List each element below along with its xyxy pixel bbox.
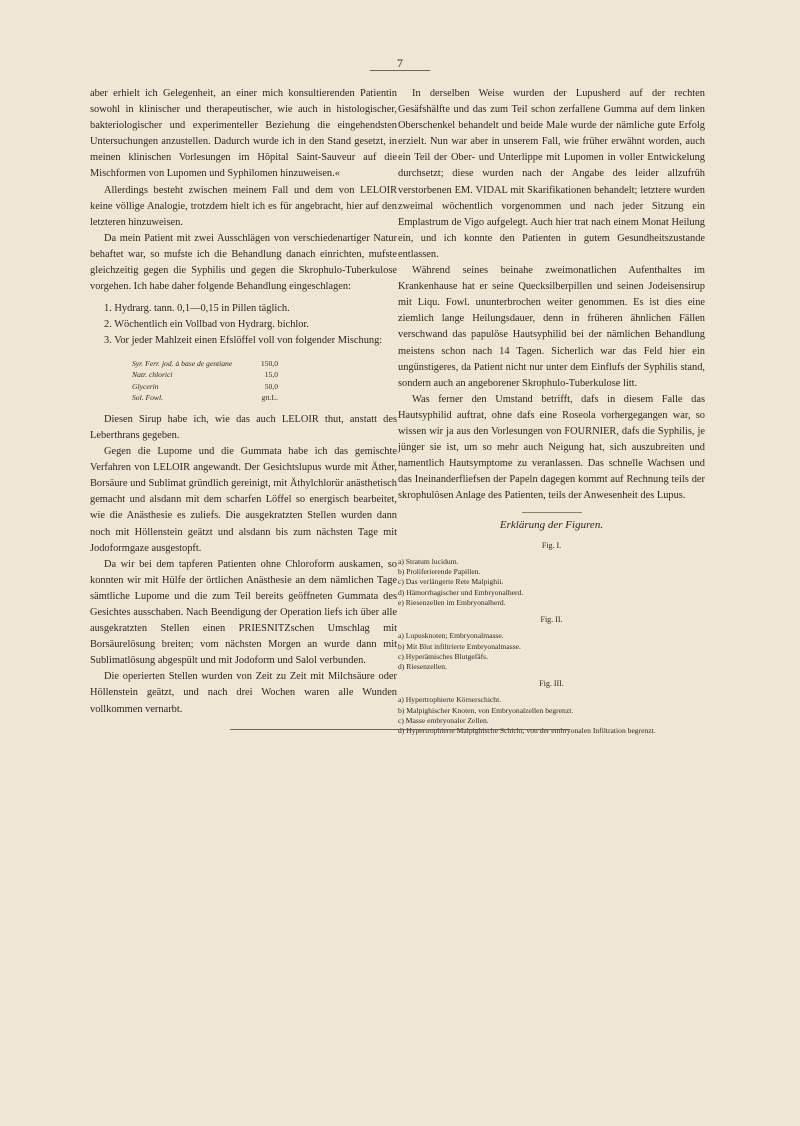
- paragraph: Die operierten Stellen wurden von Zeit zu Zeit mit Milchsäure oder Höllenstein geätzt, und nach drei Wochen waren alle Wunden vollkommen vernarbt.: [90, 671, 397, 715]
- legend-item: c) Masse embryonaler Zellen.: [398, 716, 489, 726]
- legend-item: c) Das verlängerte Rete Malpighii.: [398, 577, 504, 587]
- list-item: 2. Wöchentlich ein Vollbad von Hydrarg. bichlor.: [104, 319, 309, 331]
- paragraph: Während seines beinahe zweimonatlichen Aufenthaltes im Krankenhause hat er seine Quecksilberpillen und seinen Jodeisensirup mit Liqu. Fowl. ununterbrochen weiter genommen. Es ist dies eine ziemlich lange Heilungsdauer, denn in früheren ähnlichen Fällen verschwand das papulöse Hautsyphilid bei der nämlichen Behandlung meistens schon nach 14 Tagen. Sicherlich war das Feld hier ein ungünstigeres, da Patient nicht nur unter dem Einflufs der Syphilis stand, sondern auch an angeborener Skrophulo-Tuberkulose litt.: [398, 265, 705, 389]
- page-number: 7: [397, 56, 403, 70]
- right-column: [398, 86, 705, 737]
- legend-item: d) Riesenzellen.: [398, 662, 447, 672]
- paragraph: Allerdings besteht zwischen meinem Fall und dem von LELOIR keine völlige Analogie, trotzdem hielt ich es für angebracht, hier auf den letzteren hinzuweisen.: [90, 184, 397, 228]
- page-number-rule: [370, 70, 430, 71]
- figure-label: Fig. II.: [540, 615, 563, 625]
- paragraph: Gegen die Lupome und die Gummata habe ich das gemischte Verfahren von LELOIR angewandt. Der Gesichtslupus wurde mit Äther, Borsäure und Sublimat gründlich gereinigt, mit Äthylchlorür anästhetisch gemacht und alsdann mit dem scharfen Löffel so energisch bearbeitet, wie die Anästhesie es zuliefs. Die ausgekratzten Stellen wurden dann noch mit Höllenstein geätzt und alsdann bis zum nächsten Tage mit Jodoformgaze ausgestopft.: [90, 446, 397, 554]
- figure-label: Fig. III.: [539, 679, 564, 689]
- legend-item: c) Hyperämisches Blutgefäfs.: [398, 651, 489, 661]
- section-divider: [522, 512, 582, 513]
- paragraph: Diesen Sirup habe ich, wie das auch LELOIR thut, anstatt des Leberthrans gegeben.: [90, 413, 397, 441]
- legend-item: d) Hypertrophierte Malpighische Schicht, von der embryonalen Infiltration begrenzt.: [398, 726, 656, 736]
- legend-item: a) Hypertrophierte Körnerschicht.: [398, 695, 502, 705]
- list-item: 1. Hydrarg. tann. 0,1—0,15 in Pillen täglich.: [104, 303, 290, 315]
- legend-item: b) Malpighischer Knoten, von Embryonalzellen begrenzt.: [398, 705, 574, 715]
- paragraph: In derselben Weise wurden der Lupusherd auf der rechten Gesäfshälfte und das zum Teil schon zerfallene Gumma auf dem linken Oberschenkel behandelt und beide Male wurde der nämliche gute Erfolg erzielt. Nun war aber in unserem Fall, wie früher erwähnt worden, auch ein Teil der Ober- und Unterlippe mit Lupomen in voller Entwickelung durchsetzt; diese wurden nach der Angabe des leider allzufrüh verstorbenen EM. VIDAL mit Skarifikationen behandelt; letztere wurden zweimal wöchentlich vorgenommen und nach jeder Sitzung ein Emplastrum de Vigo aufgelegt. Auch hier trat nach einem Monat Heilung ein, und ich konnte den Patienten in gutem Gesundheitszustande entlassen.: [398, 88, 705, 260]
- paragraph: Da mein Patient mit zwei Ausschlägen von verschiedenartiger Natur behaftet war, so mufste ich die Behandlung danach einrichten, mufste gleichzeitig gegen die Syphilis und gegen die Skrophulo-Tuberkulose vorgehen. Ich habe daher folgende Behandlung eingeschlagen:: [90, 232, 397, 293]
- legend-item: a) Lupusknoten; Embryonalmasse.: [398, 631, 504, 641]
- recipe: [132, 358, 397, 404]
- figure-legend: [398, 695, 705, 736]
- figure-legend: [398, 557, 705, 608]
- footer-rule: [230, 729, 570, 730]
- recipe-row: Sol. Fowl. gtt.L.: [132, 393, 278, 403]
- figure-legend-title: Erklärung der Figuren.: [499, 519, 604, 532]
- figure-legend: [398, 631, 705, 672]
- recipe-row: Glycerin 50,0: [132, 381, 278, 391]
- paragraph: aber erhielt ich Gelegenheit, an einer mich konsultierenden Patientin sowohl in klinischer und therapeutischer, wie auch in histologischer, bakteriologischer und experimenteller Beziehung die eingehendsten Untersuchungen anzustellen. Dadurch wurde ich in den Stand gesetzt, in meinen klinischen Vorlesungen im Hôpital Saint-Sauveur auf die Mischformen von Lupomen und Syphilomen hinzuweisen.«: [90, 88, 397, 180]
- figure-label: Fig. I.: [541, 540, 562, 550]
- legend-item: d) Hämorrhagischer und Embryonalherd.: [398, 587, 524, 597]
- list-item: 3. Vor jeder Mahlzeit einen Efslöffel voll von folgender Mischung:: [104, 335, 383, 347]
- paragraph: Was ferner den Umstand betrifft, dafs in diesem Falle das Hautsyphilid auftrat, ohne dafs eine Roseola vorhergegangen war, so wissen wir ja aus den Vorlesungen von FOURNIER, dafs die Syphilis, je jünger sie ist, um so mehr auch Neigung hat, sich auszubreiten und namentlich Hautsymptome zu veranlassen. Das schnelle Wachsen und das Ineinanderfliefsen der Papeln dagegen kommt auf Rechnung teils der skrophulösen Anlage des Patienten, teils der Anwesenheit des Lupus.: [398, 393, 705, 502]
- recipe-row: Syr. Ferr. jod. à base de gentiane 150,0: [132, 358, 278, 368]
- legend-item: b) Proliferierende Papillen.: [398, 566, 481, 576]
- left-column: [90, 86, 397, 718]
- paragraph: Da wir bei dem tapferen Patienten ohne Chloroform auskamen, so konnten wir mit Hülfe der örtlichen Anästhesie an dem nämlichen Tage sämtliche Lupome und die zum Teil bereits geöffneten Gummata des Gesichtes ausschaben. Nach Beendigung der Operation liefs ich über alle ausgekratzten Stellen einen PRIESNITZschen Umschlag mit Borsäurelösung breiten; vom nächsten Morgen an wurde dann mit Sublimatlösung abgespült und mit Jodoform und Salol verbunden.: [90, 558, 397, 667]
- treatment-list: [104, 301, 397, 349]
- legend-item: b) Mit Blut infiltrierte Embryonalmasse.: [398, 641, 521, 651]
- legend-item: a) Stratum lucidum.: [398, 556, 459, 566]
- legend-item: e) Riesenzellen im Embryonalherd.: [398, 597, 506, 607]
- recipe-row: Natr. chlorici 15,0: [132, 370, 278, 380]
